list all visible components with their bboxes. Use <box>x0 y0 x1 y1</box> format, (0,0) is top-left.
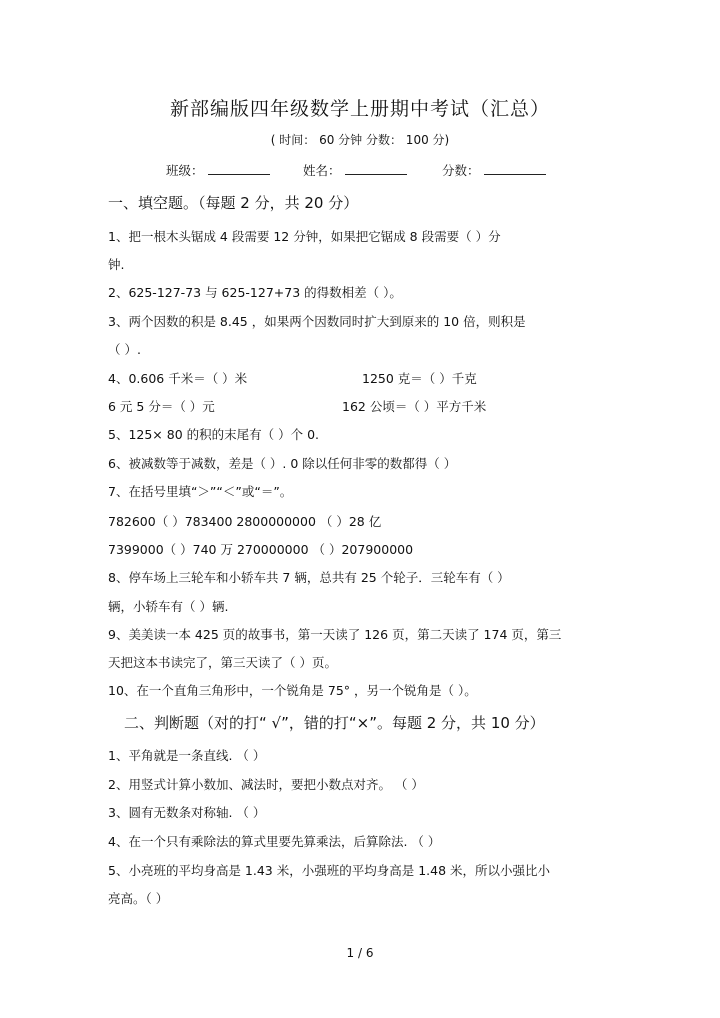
class-label: 班级： <box>166 163 204 178</box>
s2-line: 1、平角就是一条直线. （ ） <box>108 748 266 763</box>
exam-subtitle: ( 时间： 60 分钟 分数： 100 分) <box>270 133 450 147</box>
s2-line: 3、圆有无数条对称轴. （ ） <box>108 805 266 820</box>
section1-heading: 一、填空题。（每题 2 分，共 20 分） <box>108 194 359 212</box>
s1-line: 1、把一根木头锯成 4 段需要 12 分钟，如果把它锯成 8 段需要（ ）分 <box>108 229 501 244</box>
score-blank[interactable] <box>484 161 546 175</box>
s1-line: 782600（ ）783400 2800000000 （ ）28 亿 <box>108 514 382 529</box>
s2-line: 5、小亮班的平均身高是 1.43 米，小强班的平均身高是 1.48 米，所以小强比小 <box>108 863 551 878</box>
s2-line: 亮高。（ ） <box>108 891 169 906</box>
s1-line: 3、两个因数的积是 8.45 ，如果两个因数同时扩大到原来的 10 倍，则积是 <box>108 314 526 329</box>
score-field <box>442 161 546 179</box>
s1-line: 5、125× 80 的积的末尾有（ ）个 0. <box>108 427 320 442</box>
s1-line: 6、被减数等于减数，差是（ ）. 0 除以任何非零的数都得（ ） <box>108 456 457 471</box>
name-field <box>303 161 407 179</box>
s1-line: 钟. <box>108 257 125 272</box>
s2-line: 2、用竖式计算小数加、减法时，要把小数点对齐。 （ ） <box>108 777 424 792</box>
name-blank[interactable] <box>345 161 407 175</box>
s1-line: 10、在一个直角三角形中，一个锐角是 75° ，另一个锐角是（ ）。 <box>108 683 477 698</box>
class-field <box>166 161 270 179</box>
s1-line: （ ）. <box>108 342 141 357</box>
s1-line: 7399000（ ）740 万 270000000 （ ）207900000 <box>108 542 414 557</box>
s1-line: 8、停车场上三轮车和小轿车共 7 辆，总共有 25 个轮子．三轮车有（ ） <box>108 570 510 585</box>
s2-line: 4、在一个只有乘除法的算式里要先算乘法，后算除法. （ ） <box>108 834 441 849</box>
s1-line: 2、625-127-73 与 625-127+73 的得数相差（ ）。 <box>108 285 402 300</box>
s1-line: 7、在括号里填“＞”“＜”或“＝”。 <box>108 484 293 499</box>
page-title: 新部编版四年级数学上册期中考试（汇总） <box>169 98 550 120</box>
name-label: 姓名： <box>303 163 341 178</box>
section2-heading: 二、判断题（对的打“ √”，错的打“×”。每题 2 分，共 10 分） <box>124 714 545 732</box>
score-label: 分数： <box>442 163 480 178</box>
s1-line: 4、0.606 千米＝（ ）米 <box>108 371 248 386</box>
s1-line: 6 元 5 分＝（ ）元 <box>108 399 215 414</box>
s1-line: 162 公顷＝（ ）平方千米 <box>342 399 487 414</box>
s1-line: 1250 克＝（ ）千克 <box>362 371 477 386</box>
class-blank[interactable] <box>208 161 270 175</box>
s1-line: 9、美美读一本 425 页的故事书，第一天读了 126 页，第二天读了 174 页，第三 <box>108 627 562 642</box>
s1-line: 天把这本书读完了，第三天读了（ ）页。 <box>108 655 337 670</box>
s1-line: 辆，小轿车有（ ）辆. <box>108 599 229 614</box>
page-number: 1 / 6 <box>346 946 374 960</box>
